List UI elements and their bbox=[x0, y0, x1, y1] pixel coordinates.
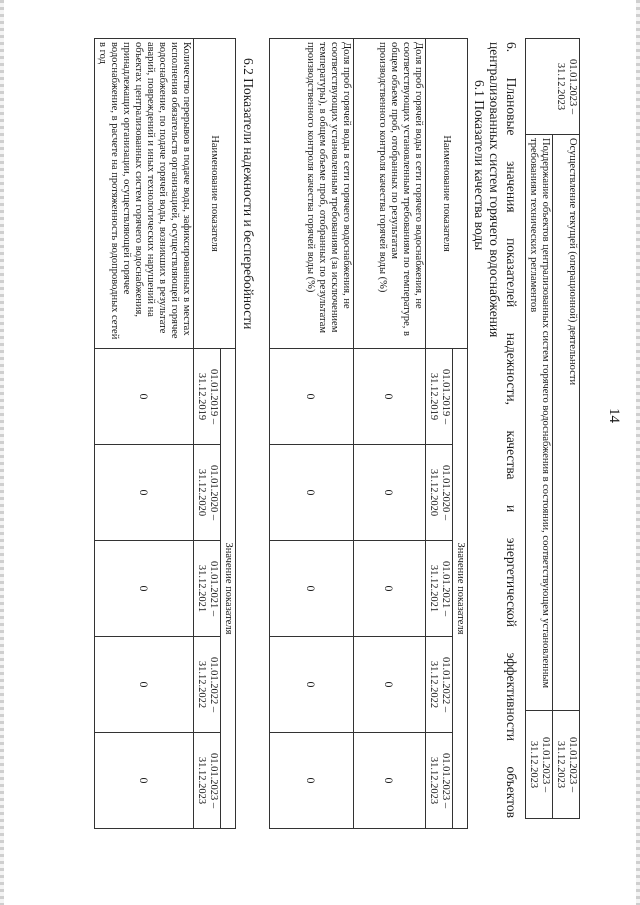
section-6-heading: 6. Плановые значения показателей надежности, качества и энергетической эффективности объектов bbox=[504, 42, 519, 818]
section-6-2-title: 6.2 Показатели надежности и бесперебойности bbox=[241, 58, 256, 330]
indicator-value: 0 bbox=[354, 349, 426, 445]
period-header: 01.01.2023 – 31.12.2023 bbox=[194, 733, 221, 829]
indicator-name: Доля проб горячей воды в сети горячего водоснабжения, не соответствующих установленным требованиям (за исключением температуры), в общем объеме проб, отобранных по результатам производственного контроля качества горячей воды (%) bbox=[270, 39, 354, 349]
period-header: 01.01.2022 – 31.12.2022 bbox=[426, 637, 453, 733]
period-cell: 01.01.2023 – 31.12.2023 bbox=[526, 39, 580, 135]
section-6-heading-cont: централизованных систем горячего водоснабжения bbox=[487, 42, 502, 338]
page-number: 14 bbox=[606, 408, 622, 423]
indicator-value: 0 bbox=[354, 541, 426, 637]
table-header-row bbox=[453, 39, 468, 829]
water-quality-table bbox=[269, 38, 468, 829]
indicator-value: 0 bbox=[95, 541, 194, 637]
period-header: 01.01.2022 – 31.12.2022 bbox=[194, 637, 221, 733]
indicator-value: 0 bbox=[95, 733, 194, 829]
period-header: 01.01.2021 – 31.12.2021 bbox=[426, 541, 453, 637]
indicator-value-header: Значение показателя bbox=[453, 349, 468, 829]
table-row bbox=[526, 39, 553, 819]
indicator-value: 0 bbox=[270, 541, 354, 637]
indicator-value: 0 bbox=[354, 637, 426, 733]
activity-cell: Поддержание объектов централизованных систем горячего водоснабжения в состоянии, соответствующем установленным требованиям технических регламентов bbox=[526, 135, 553, 711]
section-6-1-title: 6.1 Показатели качества воды bbox=[472, 80, 487, 251]
indicator-value: 0 bbox=[270, 637, 354, 733]
indicator-value: 0 bbox=[270, 733, 354, 829]
range-cell: 01.01.2023 – 31.12.2023 bbox=[553, 711, 580, 819]
activities-table bbox=[525, 38, 580, 819]
indicator-name: Доля проб горячей воды в сети горячего водоснабжения, не соответствующих установленным требованиям по температуре, в общем объеме проб, отобранных по результатам производственного контроля качества горячей воды (%) bbox=[354, 39, 426, 349]
period-header: 01.01.2023 – 31.12.2023 bbox=[426, 733, 453, 829]
document-page bbox=[92, 8, 632, 888]
indicator-name-header: Наименование показателя bbox=[426, 39, 468, 349]
indicator-value: 0 bbox=[354, 733, 426, 829]
indicator-value: 0 bbox=[95, 349, 194, 445]
indicator-value: 0 bbox=[270, 445, 354, 541]
indicator-value: 0 bbox=[270, 349, 354, 445]
period-header: 01.01.2020 – 31.12.2020 bbox=[426, 445, 453, 541]
activity-cell: Осуществление текущей (операционной) деятельности bbox=[553, 135, 580, 711]
indicator-value: 0 bbox=[95, 445, 194, 541]
table-header-row bbox=[221, 39, 236, 829]
indicator-value: 0 bbox=[95, 637, 194, 733]
table-row bbox=[354, 39, 426, 829]
period-header: 01.01.2021 – 31.12.2021 bbox=[194, 541, 221, 637]
scan-edge-right bbox=[636, 0, 640, 905]
table-row bbox=[553, 39, 580, 819]
indicator-name: Количество перерывов в подаче воды, зафиксированных в местах исполнения обязательств организацией, осуществляющей горячее водоснабжение, по подаче горячей воды, возникших в результате аварий, повреждений и иных технологических нарушений на объектах централизованных систем горячего водоснабжения, принадлежащих организации, осуществляющей горячее водоснабжение, в расчете на протяженность водопроводных сетей в год bbox=[95, 39, 194, 349]
table-row bbox=[270, 39, 354, 829]
reliability-table bbox=[94, 38, 236, 829]
period-header: 01.01.2019 – 31.12.2019 bbox=[426, 349, 453, 445]
table-row bbox=[95, 39, 194, 829]
indicator-name-header: Наименование показателя bbox=[194, 39, 236, 349]
indicator-value: 0 bbox=[354, 445, 426, 541]
scan-edge-left bbox=[0, 0, 4, 905]
period-header: 01.01.2019 – 31.12.2019 bbox=[194, 349, 221, 445]
period-header: 01.01.2020 – 31.12.2020 bbox=[194, 445, 221, 541]
indicator-value-header: Значение показателя bbox=[221, 349, 236, 829]
range-cell: 01.01.2023 – 31.12.2023 bbox=[526, 711, 553, 819]
